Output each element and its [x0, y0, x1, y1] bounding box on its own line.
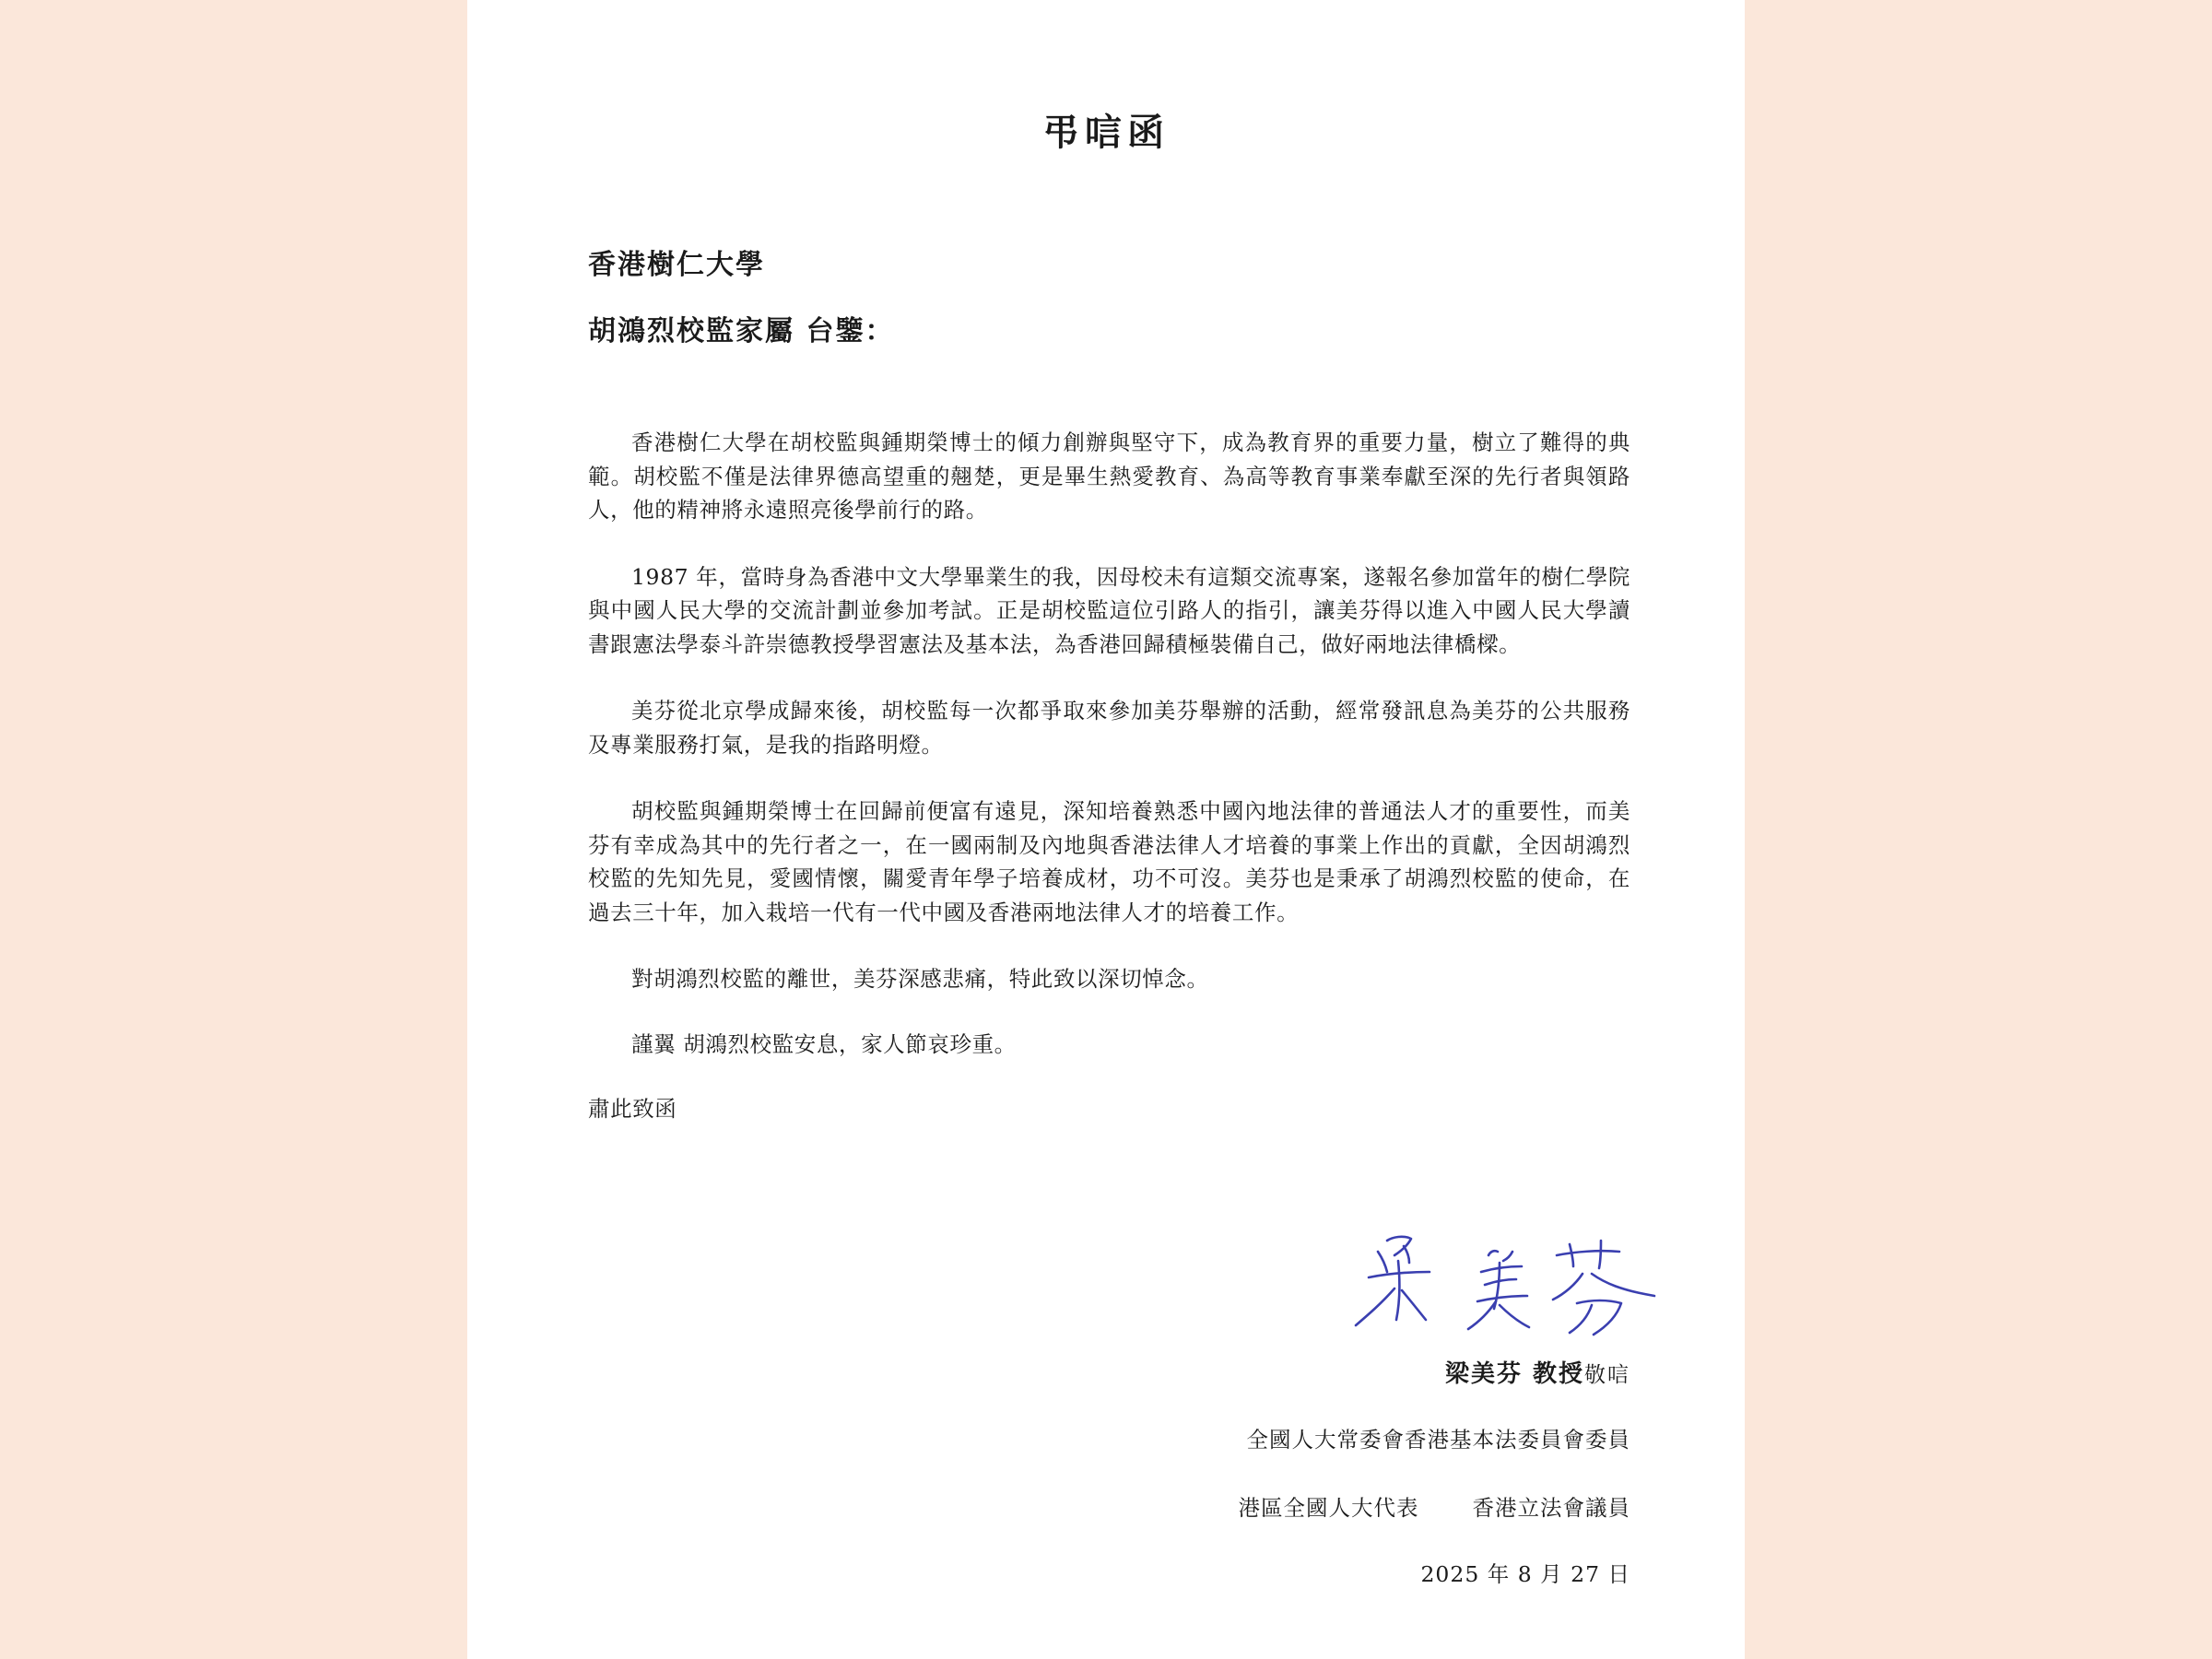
- addressee-family: 胡鴻烈校監家屬 台鑒：: [588, 315, 895, 347]
- body-paragraph: 香港樹仁大學在胡校監與鍾期榮博士的傾力創辦與堅守下，成為教育界的重要力量，樹立了難得的典範。胡校監不僅是法律界德高望重的翹楚，更是畢生熱愛教育、為高等教育事業奉獻至深的先行者與領路人，他的精神將永遠照亮後學前行的路。: [588, 429, 1630, 523]
- signer-role-npc: 港區全國人大代表: [1238, 1495, 1419, 1521]
- handwritten-signature: [1350, 1224, 1678, 1344]
- signer-name: 梁美芬 教授: [1444, 1360, 1584, 1388]
- signer-line: [1445, 1355, 1630, 1389]
- body-paragraph: 對胡鴻烈校監的離世，美芬深感悲痛，特此致以深切悼念。: [631, 966, 1209, 992]
- body-paragraph: 美芬從北京學成歸來後，胡校監每一次都爭取來參加美芬舉辦的活動，經常發訊息為美芬的公共服務及專業服務打氣，是我的指路明燈。: [588, 698, 1630, 758]
- letter-body: [588, 426, 1630, 1159]
- letter-date: 2025 年 8 月 27 日: [1420, 1561, 1630, 1587]
- letter-sheet: [467, 0, 1745, 1659]
- signer-suffix: 敬唁: [1584, 1363, 1630, 1387]
- addressee-institution: 香港樹仁大學: [588, 249, 765, 281]
- closing-phrase: 肅此致函: [588, 1096, 677, 1122]
- signer-role-legco: 香港立法會議員: [1472, 1495, 1630, 1521]
- signer-role-primary: 全國人大常委會香港基本法委員會委員: [1246, 1427, 1630, 1453]
- body-paragraph: 1987 年，當時身為香港中文大學畢業生的我，因母校未有這類交流專案，遂報名參加當年的樹仁學院與中國人民大學的交流計劃並參加考試。正是胡校監這位引路人的指引，讓美芬得以進入中國人民大學讀書跟憲法學泰斗許崇德教授學習憲法及基本法，為香港回歸積極裝備自己，做好兩地法律橋樑。: [588, 563, 1630, 657]
- signer-role-secondary: [1239, 1490, 1631, 1522]
- body-paragraph: 謹翼 胡鴻烈校監安息，家人節哀珍重。: [631, 1030, 1017, 1057]
- body-paragraph: 胡校監與鍾期榮博士在回歸前便富有遠見，深知培養熟悉中國內地法律的普通法人才的重要性，而美芬有幸成為其中的先行者之一，在一國兩制及內地與香港法律人才培養的事業上作出的貢獻，全因胡鴻烈校監的先知先見，愛國情懷，關愛青年學子培養成材，功不可沒。美芬也是秉承了胡鴻烈校監的使命，在過去三十年，加入栽培一代有一代中國及香港兩地法律人才的培養工作。: [588, 798, 1630, 925]
- letter-title: 弔唁函: [1042, 111, 1170, 154]
